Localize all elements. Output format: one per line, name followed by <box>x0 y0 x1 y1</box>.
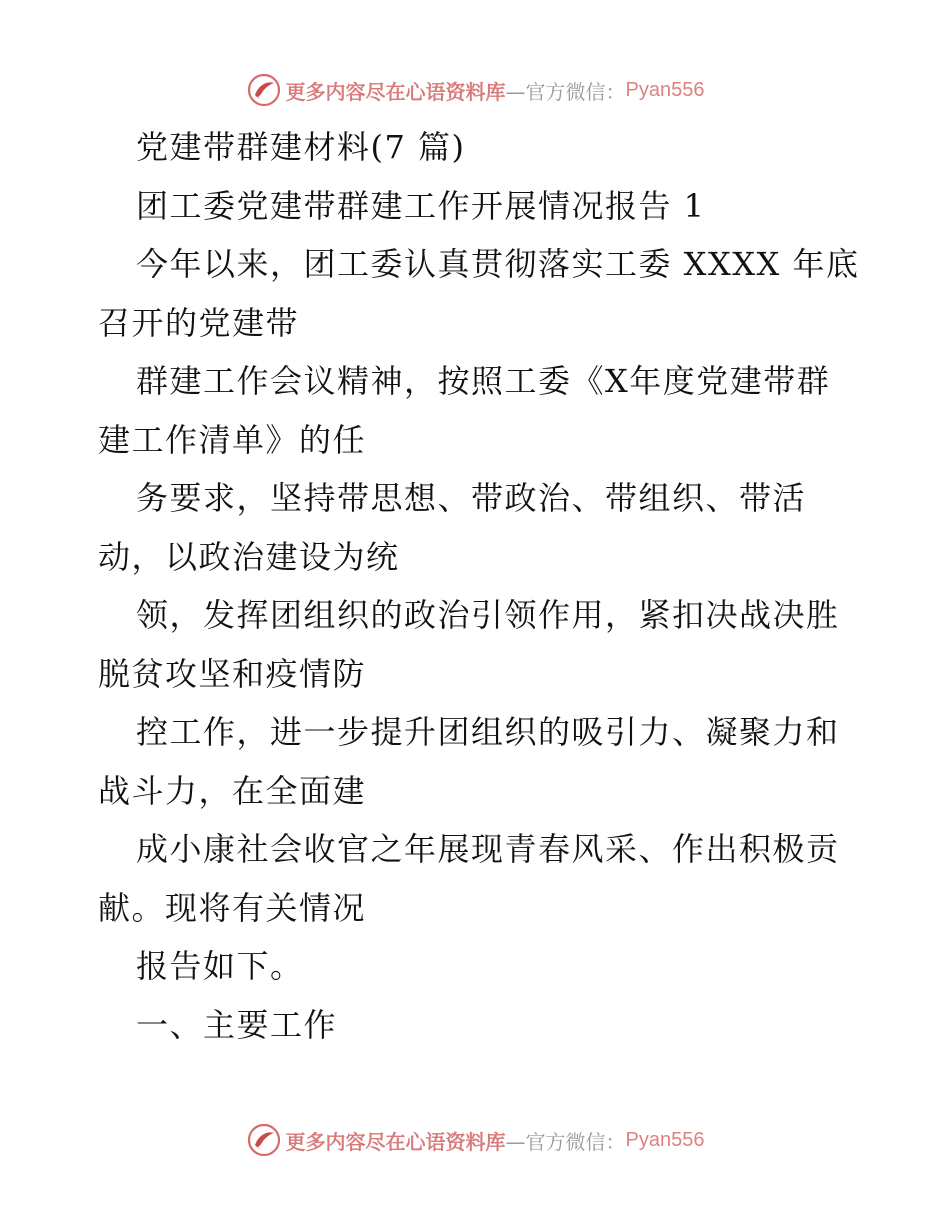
paragraph-line: 战斗力，在全面建 <box>98 771 367 810</box>
paragraph-line: 群建工作会议精神，按照工委《X年度党建带群 <box>136 362 831 400</box>
banner-main-text: 更多内容尽在心语资料库 <box>285 79 506 104</box>
footer-watermark-banner <box>0 1120 950 1160</box>
banner-sub-text: —官方微信： <box>505 1129 626 1154</box>
banner-wechat-id: Pyan556 <box>625 1128 705 1151</box>
paragraph-line: 控工作，进一步提升团组织的吸引力、凝聚力和 <box>136 713 840 751</box>
paragraph-line: 成小康社会收官之年展现青春风采、作出积极贡 <box>136 830 840 868</box>
document-body <box>98 118 858 1054</box>
header-watermark-banner <box>0 70 950 110</box>
paragraph-line: 今年以来，团工委认真贯彻落实工委 XXXX 年底 <box>136 245 860 283</box>
brand-logo-icon <box>246 1122 282 1158</box>
paragraph-line: 报告如下。 <box>136 947 304 985</box>
paragraph-line: 脱贫攻坚和疫情防 <box>98 654 367 693</box>
paragraph-line: 动，以政治建设为统 <box>98 537 400 576</box>
paragraph-line: 务要求，坚持带思想、带政治、带组织、带活 <box>136 479 807 517</box>
paragraph-line: 建工作清单》的任 <box>98 420 367 459</box>
section-heading: 团工委党建带群建工作开展情况报告 1 <box>136 186 706 225</box>
banner-wechat-id: Pyan556 <box>625 78 705 101</box>
brand-logo-icon <box>246 72 282 108</box>
banner-sub-text: —官方微信： <box>505 79 626 104</box>
paragraph-line: 领，发挥团组织的政治引领作用，紧扣决战决胜 <box>136 596 840 634</box>
document-title: 党建带群建材料(7 篇) <box>136 128 466 166</box>
paragraph-line: 献。现将有关情况 <box>98 888 367 927</box>
banner-main-text: 更多内容尽在心语资料库 <box>285 1129 506 1154</box>
paragraph-line: 召开的党建带 <box>98 303 300 342</box>
subsection-heading: 一、主要工作 <box>136 1005 338 1044</box>
